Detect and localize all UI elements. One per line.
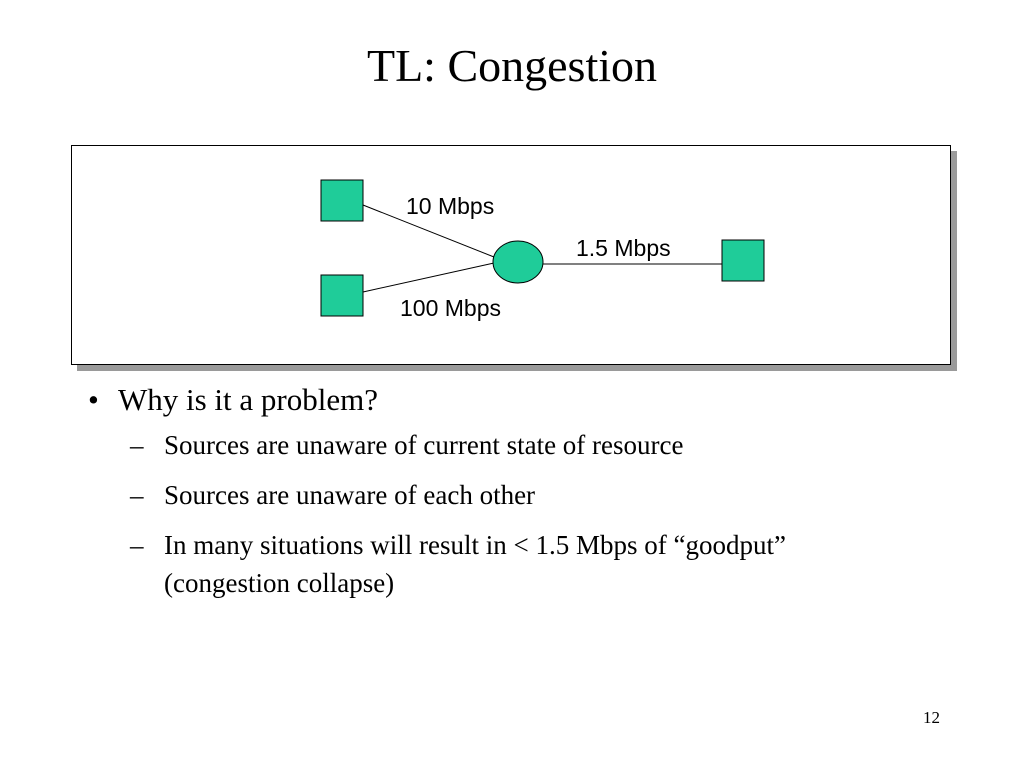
bullet-text: Why is it a problem? xyxy=(118,382,378,417)
label-100-mbps: 100 Mbps xyxy=(400,295,502,321)
bullet-mark: • xyxy=(88,382,99,417)
sub-bullet-text: In many situations will result in < 1.5 Mbps of “goodput” (congestion collapse) xyxy=(164,530,786,598)
network-diagram xyxy=(71,145,951,365)
dash-mark: – xyxy=(130,480,144,510)
sub-bullet-text: Sources are unaware of each other xyxy=(164,480,536,510)
dash-mark: – xyxy=(130,430,144,460)
link-bottom-source-to-router xyxy=(363,263,494,292)
sub-bullet-item xyxy=(130,526,988,602)
slide-title: TL: Congestion xyxy=(366,40,658,91)
destination-node xyxy=(722,240,764,281)
sub-bullet-item xyxy=(130,476,988,514)
router-node xyxy=(493,241,543,283)
sub-bullet-list xyxy=(88,426,988,602)
page-number: 12 xyxy=(923,708,940,727)
bullet-item xyxy=(88,380,988,420)
label-10-mbps: 10 Mbps xyxy=(406,193,495,219)
source-node-top xyxy=(321,180,363,221)
dash-mark: – xyxy=(130,530,144,560)
network-diagram-svg xyxy=(72,146,950,364)
sub-bullet-item xyxy=(130,426,988,464)
label-1-5-mbps: 1.5 Mbps xyxy=(576,235,671,261)
sub-bullet-text: Sources are unaware of current state of resource xyxy=(164,430,684,460)
source-node-bottom xyxy=(321,275,363,316)
bullet-list xyxy=(88,380,988,614)
